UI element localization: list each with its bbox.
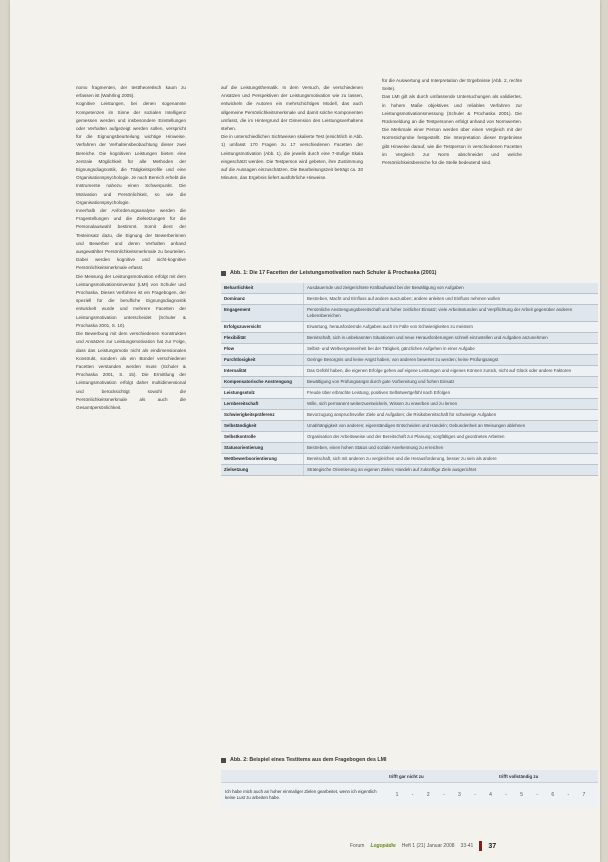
facet-name: Beharrlichkeit bbox=[224, 285, 254, 290]
figure-1-caption bbox=[221, 270, 436, 276]
figure-2-caption-text: Abb. 2: Beispiel eines Testitems aus dem Fragebogen des LMI bbox=[230, 757, 387, 763]
scale-header bbox=[221, 770, 598, 782]
square-bullet-icon bbox=[221, 271, 226, 276]
text-column-2 bbox=[221, 84, 363, 182]
scale-point: - bbox=[411, 792, 414, 798]
facet-name: Statusorientierung bbox=[224, 445, 264, 450]
facet-name: Flow bbox=[224, 346, 234, 351]
facet-description: Erwartung, herausfordernde Aufgaben auch im Falle von Schwierigkeiten zu meistern bbox=[303, 322, 598, 332]
facet-name: Flexibilität bbox=[224, 335, 246, 340]
facet-name: Lernbereitschaft bbox=[224, 401, 259, 406]
footer-magazine: Forum bbox=[350, 843, 365, 849]
table-row bbox=[221, 432, 598, 443]
table-row bbox=[221, 366, 598, 377]
square-bullet-icon bbox=[221, 758, 226, 763]
table-row bbox=[221, 344, 598, 355]
facet-description: Bevorzugung anspruchsvoller Ziele und Aufgaben; die Risikobereitschaft für schwierige Aufgaben bbox=[303, 410, 598, 420]
facet-description: Persönliche Anstrengungsbereitschaft und hoher zeitlicher Einsatz; viele Arbeitsstunden und Verpflichtung der Arbeit gegenüber anderen Lebensbereichen bbox=[303, 305, 598, 321]
table-row bbox=[221, 399, 598, 410]
table-row bbox=[221, 454, 598, 465]
scale-point: 6 bbox=[551, 792, 555, 798]
facet-name: Erfolgszuversicht bbox=[224, 324, 261, 329]
facet-description: Bestreben, Macht und Einfluss auf andere auszuüben; andere anleiten und Einfluss nehmen wollen bbox=[303, 294, 598, 304]
facet-name: Zielsetzung bbox=[224, 467, 249, 472]
paragraph: Das LMI gilt als durch umfassende Untersuchungen als validiertes, in hohem Maße objektives und reliables Verfahren zur Leistungsmotivationsmessung (Schuler & Prochaska 2001). Die Rückmeldung an die Testpersonen erfolgt anhand von Normwerten. Die Merkmale einer Person werden über einen Vergleich mit der Normstichprobe festgestellt. Die Interpretation dieser Ergebnisse gibt Hinweise darauf, wie die Testperson in verschiedenen Facetten im Vergleich zur Norm abschneidet und welche Persönlichkeitsbereiche für die Stelle bedeutend sind. bbox=[382, 94, 522, 166]
table-row bbox=[221, 410, 598, 421]
scale-point: 5 bbox=[520, 792, 524, 798]
table-row bbox=[221, 443, 598, 454]
scale-point: 7 bbox=[582, 792, 586, 798]
document-page bbox=[10, 0, 600, 862]
table-row bbox=[221, 333, 598, 344]
facet-name: Internalität bbox=[224, 368, 247, 373]
test-item-row bbox=[221, 782, 598, 807]
scale-right-label: trifft vollständig zu bbox=[499, 773, 539, 779]
facet-description: Ausdauernde und zielgerichtete Kraftaufwand bei der Bewältigung von Aufgaben bbox=[303, 283, 598, 293]
scale-point: - bbox=[442, 792, 445, 798]
table-row bbox=[221, 283, 598, 294]
facet-name: Dominanz bbox=[224, 296, 245, 301]
facet-name: Furchtlosigkeit bbox=[224, 357, 256, 362]
rating-scale bbox=[389, 792, 598, 798]
facet-name: Engagement bbox=[224, 307, 251, 312]
footer-divider bbox=[479, 841, 482, 851]
text-column-3 bbox=[382, 77, 522, 167]
scale-point: 4 bbox=[489, 792, 492, 798]
scale-point: 1 bbox=[395, 792, 399, 798]
facet-description: Bestreben, einen hohen Status und soziale Anerkennung zu erreichen bbox=[303, 443, 598, 453]
facet-description: Wille, sich permanent weiterzuentwickeln, Wissen zu erwerben und zu lernen bbox=[303, 399, 598, 409]
scale-point: 2 bbox=[426, 792, 430, 798]
footer-brand: Logopädie bbox=[370, 843, 396, 849]
table-row bbox=[221, 388, 598, 399]
facet-description: Bereitschaft, sich mit anderen zu vergleichen und die Herausforderung, besser zu sein als andere bbox=[303, 454, 598, 464]
table-row bbox=[221, 465, 598, 476]
facet-description: Unabhängigkeit von anderen; eigenständiges Entscheiden und Handeln; Gebundenheit an Weisungen ablehnen bbox=[303, 421, 598, 431]
figure-2-caption bbox=[221, 757, 387, 763]
facet-name: Kompensatorische Anstrengung bbox=[224, 379, 292, 384]
facet-description: Das Gefühl haben, die eigenen Erfolge gehen auf eigene Leistungen und eigenes Können zurück, nicht auf Glück oder andere Faktoren bbox=[303, 366, 598, 376]
table-row bbox=[221, 294, 598, 305]
table-row bbox=[221, 322, 598, 333]
facet-name: Wettbewerbsorientierung bbox=[224, 456, 277, 461]
paragraph: für die Auswertung und Interpretation der Ergebnisse (Abb. 2, rechte Seite). bbox=[382, 78, 522, 92]
figure-1-caption-text: Abb. 1: Die 17 Facetten der Leistungsmotivation nach Schuler & Prochaska (2001) bbox=[230, 270, 437, 276]
scale-left-label: trifft gar nicht zu bbox=[389, 773, 424, 779]
scale-point: - bbox=[505, 792, 507, 798]
paragraph: auf die Leistungsthematik. In dem Versuch, die verschiedenen Ansätzen und Perspektiven der Leistungsmotivation wie zu lassen, entwickeln die Autoren ein mehrschichtiges Modell, das auch allgemeine Persönlichkeitsmerkmale und damit solche Komponenten umfasst, die im Hintergrund der Dimension des Leistungsverhaltens stehen. bbox=[221, 85, 363, 132]
table-row bbox=[221, 421, 598, 432]
facet-description: Selbst- und Weltvergessenheit bei der Tätigkeit, gänzliches Aufgehen in einer Aufgabe bbox=[303, 344, 598, 354]
facet-description: Bewältigung von Prüfungsangst durch gute Vorbereitung und hohen Einsatz bbox=[303, 377, 598, 387]
facet-name: Selbstkontrolle bbox=[224, 434, 256, 439]
text-column-1 bbox=[76, 84, 186, 412]
facet-name: Leistungsstolz bbox=[224, 390, 255, 395]
paragraph: Die Messung der Leistungsmotivation erfolgt mit dem Leistungsmotivationsinventar (LMI) von Schuler und Prochaska. Dieses Verfahren ist ein Fragebogen, der speziell für die berufliche Eignungsdiagnostik entwickelt wurde und mehrere Facetten der Leistungsmotivation unterscheidet (Schuler & Prochaska 2001, S. 10). bbox=[76, 273, 186, 328]
page-footer bbox=[350, 841, 496, 851]
facet-description: Bereitschaft, sich in unbekannten Situationen und neue Herausforderungen schnell einzustellen und Aufgaben anzunehmen bbox=[303, 333, 598, 343]
facet-description: Organisation der Arbeitsweise und der Bereitschaft zur Planung; sorgfältiges und geordnetes Arbeiten bbox=[303, 432, 598, 442]
table-row bbox=[221, 305, 598, 322]
paragraph: Kognitive Leistungen, bei denen sogenannte Kompetenzen im Sinne der sozialen Intelligenz gemessen werden und insbesondere Einstellungen oder Verhalten aufgezeigt werden sollen, verspricht für die Eignungsbeurteilung wichtige Hinweise. Verfahren der Verhaltensbeobachtung dieser zwei Bereiche. Die kognitiven Leistungen bieten eine zentrale Möglichkeit für alle Methoden der Eignungsdiagnostik, die Tätigkeitsprofile und eine Organisationspsychologie. Je nach Bereich erhebt die Instrumente nahezu einen Schwerpunkt. Die Motivation und Persönlichkeit, so wie die Organisationspsychologie. bbox=[76, 101, 186, 205]
facet-description: Strategische Orientierung an eigenen Zielen; Handeln auf zukünftige Ziele ausgerichtet bbox=[303, 465, 598, 475]
scale-point: - bbox=[474, 792, 476, 798]
page-number: 37 bbox=[488, 842, 497, 850]
table-row bbox=[221, 355, 598, 366]
table-row bbox=[221, 377, 598, 388]
facet-description: Geringe Besorgnis und keine Angst haben, von anderen bewertet zu werden; keine Prüfungsangst bbox=[303, 355, 598, 365]
facet-name: Schwierigkeitspräferenz bbox=[224, 412, 275, 417]
paragraph: Die Bewerbung mit dem verschiedenen Konstrukten und Ansätzen zur Leistungsmotivation hat zur Folge, dass das Leistungsmotiv nicht als eindimensionales Konstrukt, sondern als ein Bündel verschiedener Facetten verstanden werden muss (Schuler & Prochaska 2001, S. 15). Die Ermittlung der Leistungsmotivation erfolgt daher multidimensional und berücksichtigt sowohl die Persönlichkeitsmerkmale als auch die Gesamtpersönlichkeit. bbox=[76, 331, 186, 410]
paragraph: Die in unterschiedlichen Sichtweisen skalierte Test (ersichtlich in Abb. 1) umfasst 170 Fragen zu 17 verschiedenen Facetten der Leistungsmotivation (Abb. 1), die jeweils durch eine 7-stufige Skala eingeschätzt werden. Die Testperson wird gebeten, ihre Zustimmung auf die Aussagen einzuschätzen. Die Bearbeitungszeit beträgt ca. 30 Minuten, das Ergebnis liefert ausführliche Hinweise. bbox=[221, 134, 363, 181]
footer-issue: Heft 1 (21) Januar 2008 bbox=[401, 843, 455, 849]
test-item-table bbox=[221, 770, 598, 807]
facet-description: Freude über erbrachte Leistung, positives Selbstwertgefühl nach Erfolgen bbox=[303, 388, 598, 398]
scale-point: 3 bbox=[457, 792, 461, 798]
test-item-text: Ich habe mich auch an hoher einmaliger Zielen gearbeitet, wenn ich eigentlich keine Lust zu arbeiten habe. bbox=[225, 789, 377, 800]
facets-table bbox=[221, 283, 598, 476]
footer-pages: 33-41 bbox=[460, 843, 474, 849]
scale-point: - bbox=[567, 792, 570, 798]
paragraph: Innerhalb der Anforderungsanalyse werden die Fragestellungen und die Zielsetzungen für die Personalauswahl bestimmt. Somit dient der Testeinsatz dazu, die Eignung der Bewerberinnen und Bewerber und deren Verhalten anhand ausgewählter Persönlichkeitsmerkmale zu beurteilen. Dabei werden kognitive und nicht-kognitive Persönlichkeitsmerkmale erfasst. bbox=[76, 208, 186, 271]
paragraph: nomo fragmenten, der testtheoretisch kaum zu erfassen ist (Wahrling 2005). bbox=[76, 85, 186, 99]
scale-point: - bbox=[536, 792, 539, 798]
facet-name: Selbständigkeit bbox=[224, 423, 257, 428]
